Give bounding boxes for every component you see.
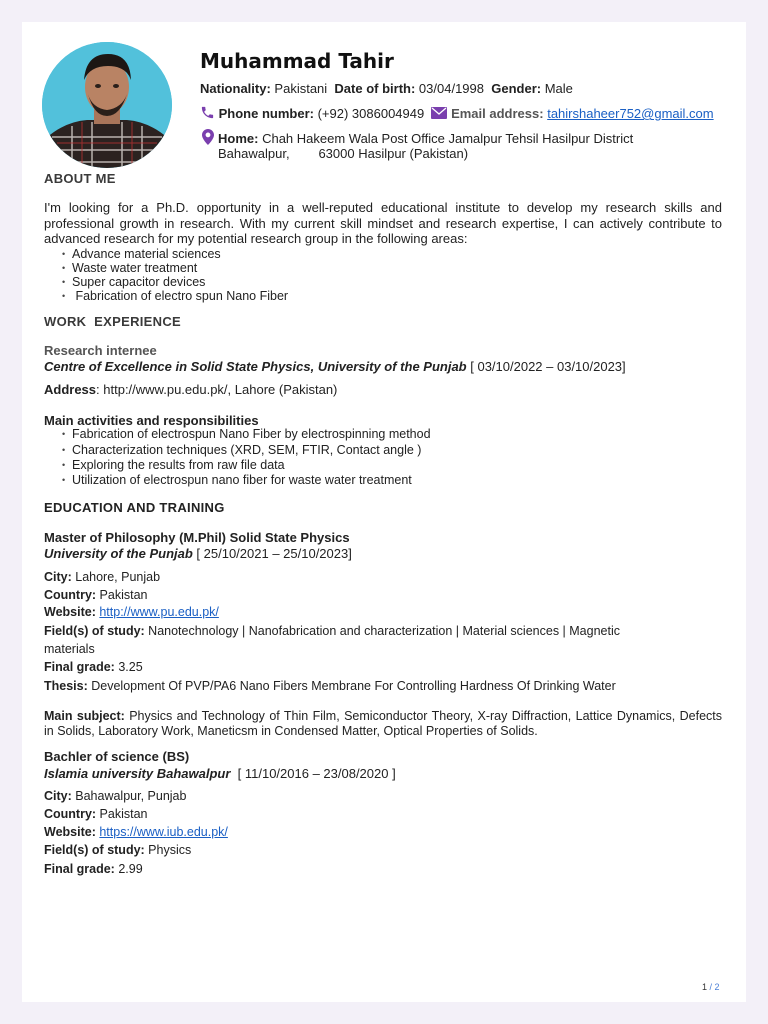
personal-info-line — [200, 81, 573, 96]
area-item: • Fabrication of electro spun Nano Fiber — [72, 289, 288, 303]
bs-website-label: Website: — [44, 825, 96, 839]
bs-fields-label: Field(s) of study: — [44, 843, 145, 857]
bs-dates: [ 11/10/2016 – 23/08/2020 ] — [230, 766, 396, 781]
mphil-thesis: Development Of PVP/PA6 Nano Fibers Membrane For Controlling Hardness Of Drinking Water — [87, 679, 616, 693]
bs-country: Pakistan — [96, 807, 148, 821]
mphil-subject — [44, 709, 722, 738]
mphil-city-label: City: — [44, 570, 72, 584]
bs-grade: 2.99 — [114, 862, 143, 876]
mphil-grade-line — [44, 660, 143, 674]
mphil-fields-cont: materials — [44, 642, 95, 656]
mphil-website-label: Website: — [44, 605, 96, 619]
mphil-city: Lahore, Punjab — [71, 570, 161, 584]
phone-label: Phone number: — [218, 106, 314, 121]
gender-value: Male — [544, 81, 573, 96]
mphil-dates: [ 25/10/2021 – 25/10/2023] — [192, 546, 352, 561]
mphil-website-line — [44, 605, 219, 619]
about-heading: ABOUT ME — [44, 171, 116, 186]
area-item: • Waste water treatment — [72, 261, 197, 275]
activity-item: • Exploring the results from raw file data — [72, 458, 285, 472]
mphil-degree: Master of Philosophy (M.Phil) Solid State Physics — [44, 530, 350, 545]
email-icon — [431, 107, 447, 122]
mphil-country-line — [44, 588, 148, 602]
activity-item: • Characterization techniques (XRD, SEM, FTIR, Contact angle ) — [72, 443, 421, 457]
person-name: Muhammad Tahir — [200, 49, 394, 73]
area-item: • Advance material sciences — [72, 247, 221, 261]
work-address-value: : http://www.pu.edu.pk/, Lahore (Pakistan) — [96, 382, 338, 397]
mphil-fields: Nanotechnology | Nanofabrication and characterization | Material sciences | Magnetic — [144, 624, 620, 638]
about-text: I'm looking for a Ph.D. opportunity in a well-reputed educational institute to develop my research skills and professional growth in research. With my current skill mindset and research expertise, I can actively contribute to advanced research for my potential research group in the following areas: — [44, 200, 722, 246]
bs-website-line — [44, 825, 228, 839]
mphil-grade: 3.25 — [114, 660, 143, 674]
mphil-university: University of the Punjab — [44, 546, 193, 561]
home-label: Home: — [218, 131, 259, 146]
bs-website-link[interactable]: https://www.iub.edu.pk/ — [99, 825, 228, 839]
nationality-value: Pakistani — [274, 81, 328, 96]
bs-degree: Bachler of science (BS) — [44, 749, 190, 764]
contact-line — [200, 105, 714, 123]
mphil-subject-text: Physics and Technology of Thin Film, Semiconductor Theory, X-ray Diffraction, Lattice Dynamics, Defects in Solids, Laboratory Work, Maneticsm in Condensed Matter, Optical Properties of Solids. — [44, 709, 722, 738]
email-label: Email address: — [451, 106, 544, 121]
work-role: Research internee — [44, 343, 157, 358]
mphil-grade-label: Final grade: — [44, 660, 115, 674]
bs-city-label: City: — [44, 789, 72, 803]
education-heading: EDUCATION AND TRAINING — [44, 500, 225, 515]
mphil-thesis-label: Thesis: — [44, 679, 88, 693]
bs-grade-line — [44, 862, 143, 876]
work-organization: Centre of Excellence in Solid State Physics, University of the Punjab — [44, 359, 467, 374]
work-address-line — [44, 382, 337, 397]
nationality-label: Nationality: — [200, 81, 271, 96]
page-separator: / — [707, 982, 715, 992]
mphil-fields-label: Field(s) of study: — [44, 624, 145, 638]
mphil-city-line — [44, 570, 160, 584]
bs-grade-label: Final grade: — [44, 862, 115, 876]
dob-value: 03/04/1998 — [418, 81, 484, 96]
page-current: 1 — [702, 982, 708, 992]
mphil-university-line — [44, 546, 352, 561]
mphil-thesis-line — [44, 679, 616, 693]
mphil-country: Pakistan — [96, 588, 148, 602]
bs-country-line — [44, 807, 148, 821]
work-org-line — [44, 359, 626, 374]
page-total: 2 — [714, 982, 720, 992]
email-link[interactable]: tahirshaheer752@gmail.com — [547, 106, 714, 121]
mphil-website-link[interactable]: http://www.pu.edu.pk/ — [99, 605, 219, 619]
work-address-label: Address — [44, 382, 97, 397]
work-heading: WORK EXPERIENCE — [44, 314, 181, 329]
home-value-line1: Chah Hakeem Wala Post Office Jamalpur Tehsil Hasilpur District — [262, 131, 634, 146]
work-dates: [ 03/10/2022 – 03/10/2023] — [466, 359, 626, 374]
home-address-line1 — [218, 131, 633, 146]
activities-heading: Main activities and responsibilities — [44, 413, 259, 428]
location-icon — [202, 129, 214, 150]
bs-fields: Physics — [144, 843, 192, 857]
dob-label: Date of birth: — [334, 81, 416, 96]
bs-country-label: Country: — [44, 807, 97, 821]
home-address-line2: Bahawalpur, 63000 Hasilpur (Pakistan) — [218, 146, 469, 161]
mphil-subject-label: Main subject: — [44, 709, 125, 723]
area-item: • Super capacitor devices — [72, 275, 205, 289]
gender-label: Gender: — [491, 81, 542, 96]
phone-icon — [200, 105, 215, 123]
mphil-fields-line — [44, 624, 620, 638]
phone-value: (+92) 3086004949 — [317, 106, 425, 121]
bs-fields-line — [44, 843, 191, 857]
bs-university: Islamia university Bahawalpur — [44, 766, 231, 781]
bs-city: Bahawalpur, Punjab — [71, 789, 187, 803]
page-number — [702, 982, 720, 992]
bs-university-line — [44, 766, 396, 781]
mphil-country-label: Country: — [44, 588, 97, 602]
bs-city-line — [44, 789, 186, 803]
activity-item: • Fabrication of electrospun Nano Fiber by electrospinning method — [72, 427, 431, 441]
profile-photo — [42, 42, 172, 168]
activity-item: • Utilization of electrospun nano fiber for waste water treatment — [72, 473, 412, 487]
